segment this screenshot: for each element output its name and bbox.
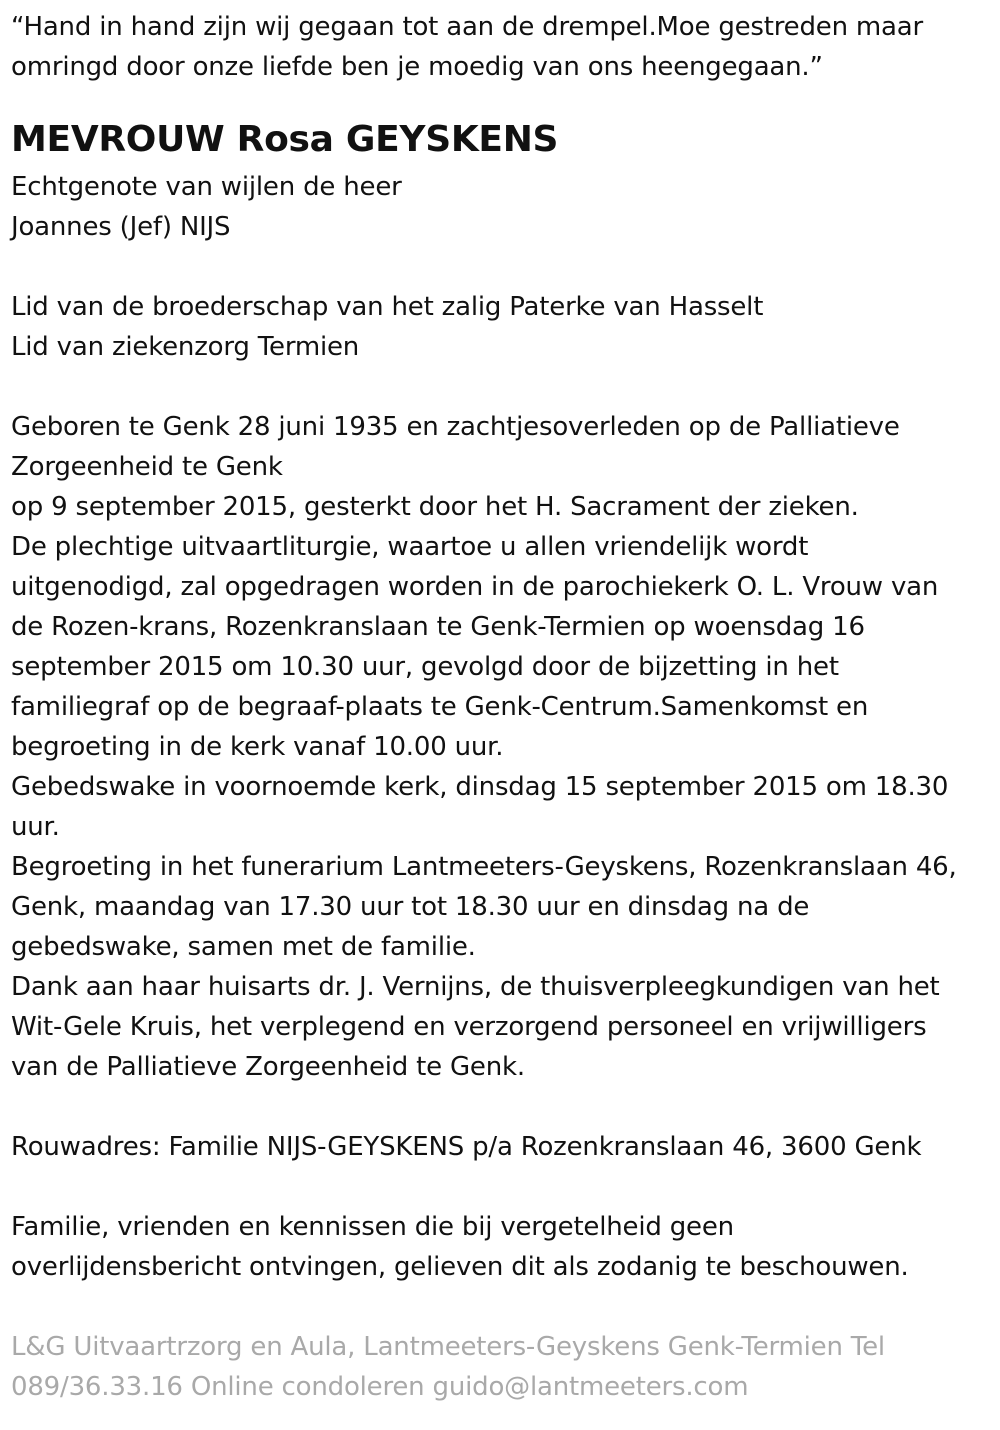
funeral-home-footer [11, 1327, 990, 1407]
spouse-info [11, 167, 990, 247]
memberships [11, 287, 990, 367]
spacer [11, 247, 990, 287]
announcement-line: Wit-Gele Kruis, het verplegend en verzorgend personeel en vrijwilligers [11, 1012, 927, 1042]
spacer [11, 367, 990, 407]
announcement-line: Begroeting in het funerarium Lantmeeters-Geyskens, Rozenkranslaan 46, [11, 852, 957, 882]
announcement-line: gebedswake, samen met de familie. [11, 932, 476, 962]
spacer [11, 1167, 990, 1207]
spouse-line: Joannes (Jef) NIJS [11, 212, 231, 242]
announcement-line: van de Palliatieve Zorgeenheid te Genk. [11, 1052, 525, 1082]
mourning-address: Rouwadres: Familie NIJS-GEYSKENS p/a Rozenkranslaan 46, 3600 Genk [11, 1132, 922, 1162]
announcement-body [11, 407, 990, 1087]
announcement-line: Geboren te Genk 28 juni 1935 en zachtjesoverleden op de Palliatieve [11, 412, 900, 442]
opening-quote [11, 0, 990, 87]
announcement-line: uur. [11, 812, 60, 842]
announcement-line: Zorgeenheid te Genk [11, 452, 283, 482]
notice-line: overlijdensbericht ontvingen, gelieven dit als zodanig te beschouwen. [11, 1252, 909, 1282]
announcement-line: Gebedswake in voornoemde kerk, dinsdag 15 september 2015 om 18.30 [11, 772, 949, 802]
quote-line: omringd door onze liefde ben je moedig van ons heengegaan.” [11, 52, 823, 82]
announcement-line: september 2015 om 10.30 uur, gevolgd door de bijzetting in het [11, 652, 839, 682]
announcement-line: uitgenodigd, zal opgedragen worden in de parochiekerk O. L. Vrouw van [11, 572, 939, 602]
announcement-line: De plechtige uitvaartliturgie, waartoe u allen vriendelijk wordt [11, 532, 809, 562]
footer-line: 089/36.33.16 Online condoleren guido@lantmeeters.com [11, 1372, 749, 1402]
announcement-line: de Rozen-krans, Rozenkranslaan te Genk-Termien op woensdag 16 [11, 612, 865, 642]
notice [11, 1207, 990, 1287]
footer-line: L&G Uitvaartrzorg en Aula, Lantmeeters-Geyskens Genk-Termien Tel [11, 1332, 885, 1362]
membership-line: Lid van de broederschap van het zalig Paterke van Hasselt [11, 292, 764, 322]
spouse-line: Echtgenote van wijlen de heer [11, 172, 402, 202]
announcement-line: familiegraf op de begraaf-plaats te Genk-Centrum.Samenkomst en [11, 692, 869, 722]
deceased-name: MEVROUW Rosa GEYSKENS [11, 119, 559, 160]
spacer [11, 1087, 990, 1127]
announcement-line: op 9 september 2015, gesterkt door het H. Sacrament der zieken. [11, 492, 859, 522]
announcement-line: Genk, maandag van 17.30 uur tot 18.30 uur en dinsdag na de [11, 892, 810, 922]
announcement-line: Dank aan haar huisarts dr. J. Vernijns, de thuisverpleegkundigen van het [11, 972, 940, 1002]
notice-line: Familie, vrienden en kennissen die bij vergetelheid geen [11, 1212, 734, 1242]
quote-line: “Hand in hand zijn wij gegaan tot aan de drempel.Moe gestreden maar [11, 12, 923, 42]
membership-line: Lid van ziekenzorg Termien [11, 332, 360, 362]
announcement-line: begroeting in de kerk vanaf 10.00 uur. [11, 732, 504, 762]
